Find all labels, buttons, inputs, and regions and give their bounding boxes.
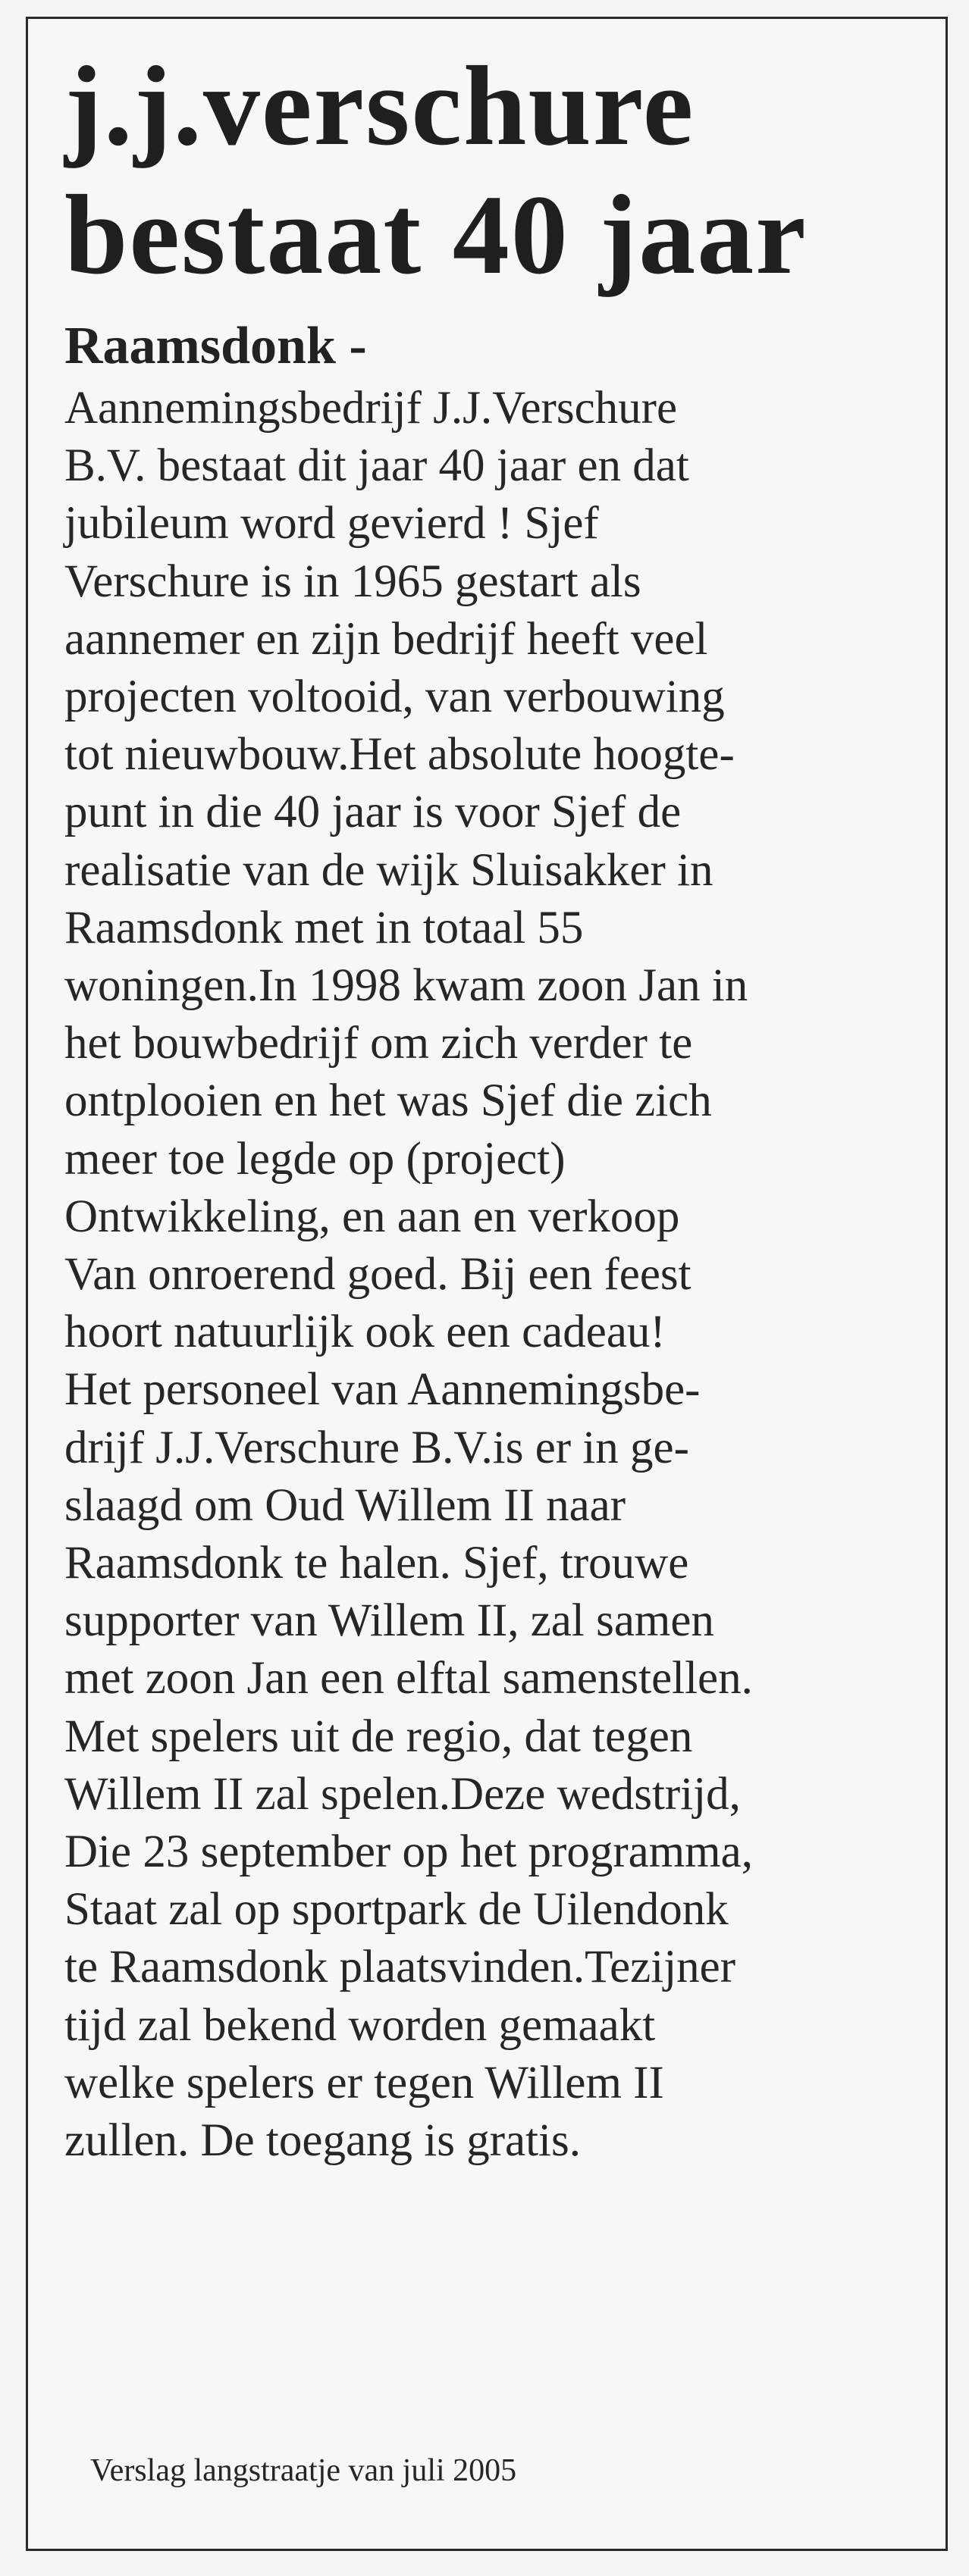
body-line: Het personeel van Aannemingsbe-	[64, 1364, 701, 1416]
newspaper-clipping	[26, 17, 948, 2551]
body-line: tijd zal bekend worden gemaakt	[64, 1999, 656, 2051]
body-line: het bouwbedrijf om zich verder te	[64, 1018, 693, 1069]
body-line: Verschure is in 1965 gestart als	[64, 556, 641, 607]
body-line: tot nieuwbouw.Het absolute hoogte-	[64, 729, 735, 781]
headline-line: j.j.verschure	[64, 43, 695, 169]
dateline: Raamsdonk -	[64, 317, 367, 375]
body-line: slaagd om Oud Willem II naar	[64, 1479, 626, 1531]
body-line: projecten voltooid, van verbouwing	[64, 671, 725, 723]
body-line: meer toe legde op (project)	[64, 1133, 566, 1185]
body-line: supporter van Willem II, zal samen	[64, 1595, 714, 1647]
body-line: woningen.In 1998 kwam zoon Jan in	[64, 960, 748, 1012]
body-line: zullen. De toegang is gratis.	[64, 2115, 581, 2167]
body-line: realisatie van de wijk Sluisakker in	[64, 844, 713, 896]
body-line: hoort natuurlijk ook een cadeau!	[64, 1307, 666, 1358]
body-line: jubileum word gevierd ! Sjef	[64, 498, 599, 549]
body-line: Staat zal op sportpark de Uilendonk	[64, 1884, 729, 1936]
body-line: Die 23 september op het programma,	[64, 1826, 753, 1878]
body-line: Aannemingsbedrijf J.J.Verschure	[64, 383, 678, 434]
body-line: Van onroerend goed. Bij een feest	[64, 1249, 691, 1301]
body-line: Willem II zal spelen.Deze wedstrijd,	[64, 1768, 741, 1820]
body-line: Met spelers uit de regio, dat tegen	[64, 1711, 693, 1762]
body-line: met zoon Jan een elftal samenstellen.	[64, 1653, 753, 1704]
headline-line: bestaat 40 jaar	[64, 172, 808, 298]
body-line: te Raamsdonk plaatsvinden.Tezijner	[64, 1942, 736, 1993]
source-credit: Verslag langstraatje van juli 2005	[90, 2453, 517, 2488]
headline	[64, 42, 808, 299]
body-line: welke spelers er tegen Willem II	[64, 2057, 664, 2108]
body-line: drijf J.J.Verschure B.V.is er in ge-	[64, 1422, 689, 1473]
body-line: B.V. bestaat dit jaar 40 jaar en dat	[64, 440, 689, 492]
article-body	[64, 380, 929, 2170]
body-line: Raamsdonk met in totaal 55	[64, 902, 584, 953]
body-line: aannemer en zijn bedrijf heeft veel	[64, 613, 708, 665]
body-line: Ontwikkeling, en aan en verkoop	[64, 1191, 680, 1242]
body-line: punt in die 40 jaar is voor Sjef de	[64, 787, 682, 838]
body-line: ontplooien en het was Sjef die zich	[64, 1075, 712, 1127]
body-line: Raamsdonk te halen. Sjef, trouwe	[64, 1538, 689, 1589]
